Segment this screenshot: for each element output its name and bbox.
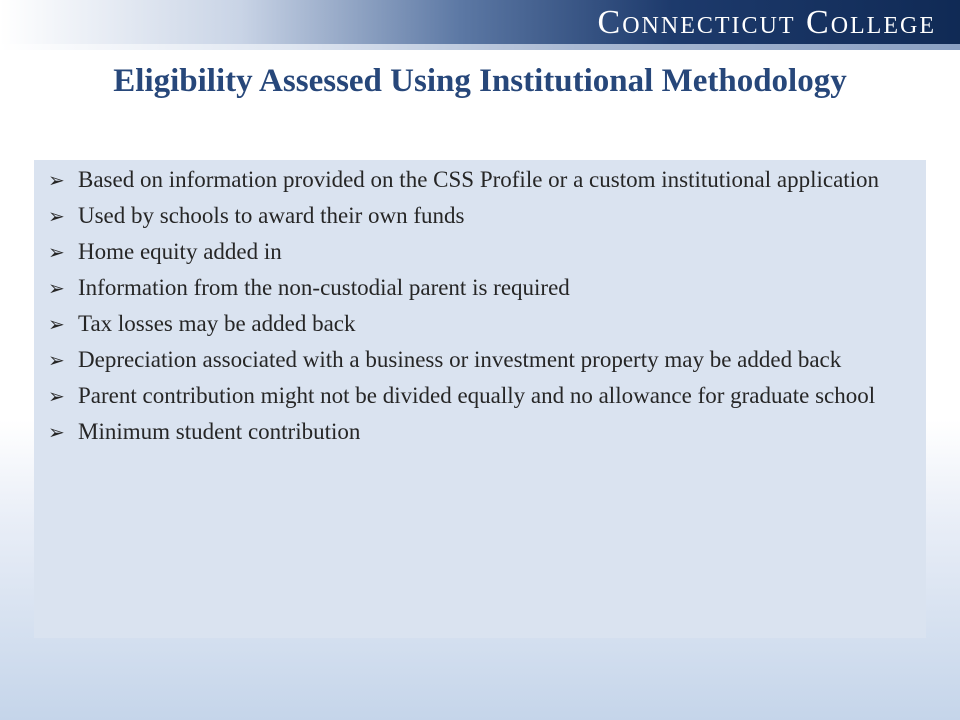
arrowhead-bullet-icon: ➢ xyxy=(48,312,65,336)
bullet-text: Home equity added in xyxy=(78,239,282,264)
slide-title: Eligibility Assessed Using Institutional Methodology xyxy=(113,63,847,99)
arrowhead-bullet-icon: ➢ xyxy=(48,348,65,372)
bullet-text: Based on information provided on the CSS Profile or a custom institutional application xyxy=(78,167,880,192)
arrowhead-bullet-icon: ➢ xyxy=(48,420,65,444)
arrowhead-bullet-icon: ➢ xyxy=(48,384,65,408)
header-banner xyxy=(0,0,960,44)
arrowhead-bullet-icon: ➢ xyxy=(48,240,65,264)
bullet-text: Information from the non-custodial parent is required xyxy=(78,275,570,300)
bullet-item xyxy=(44,348,904,372)
bullet-item xyxy=(44,276,904,300)
bullet-item xyxy=(44,312,904,336)
bullet-item xyxy=(44,420,904,444)
bullet-item xyxy=(44,384,904,408)
bullet-list xyxy=(44,168,904,456)
bullet-item xyxy=(44,204,904,228)
bullet-text: Used by schools to award their own funds xyxy=(78,203,465,228)
bullet-text: Depreciation associated with a business or investment property may be added back xyxy=(78,347,842,372)
arrowhead-bullet-icon: ➢ xyxy=(48,204,65,228)
arrowhead-bullet-icon: ➢ xyxy=(48,168,65,192)
bullet-text: Minimum student contribution xyxy=(78,419,361,444)
bullet-text: Tax losses may be added back xyxy=(78,311,356,336)
college-name-logo: Connecticut College xyxy=(597,4,936,41)
arrowhead-bullet-icon: ➢ xyxy=(48,276,65,300)
bullet-item xyxy=(44,168,904,192)
header-divider xyxy=(0,44,960,50)
content-box xyxy=(34,160,926,638)
bullet-text: Parent contribution might not be divided equally and no allowance for graduate school xyxy=(78,383,876,408)
bullet-item xyxy=(44,240,904,264)
